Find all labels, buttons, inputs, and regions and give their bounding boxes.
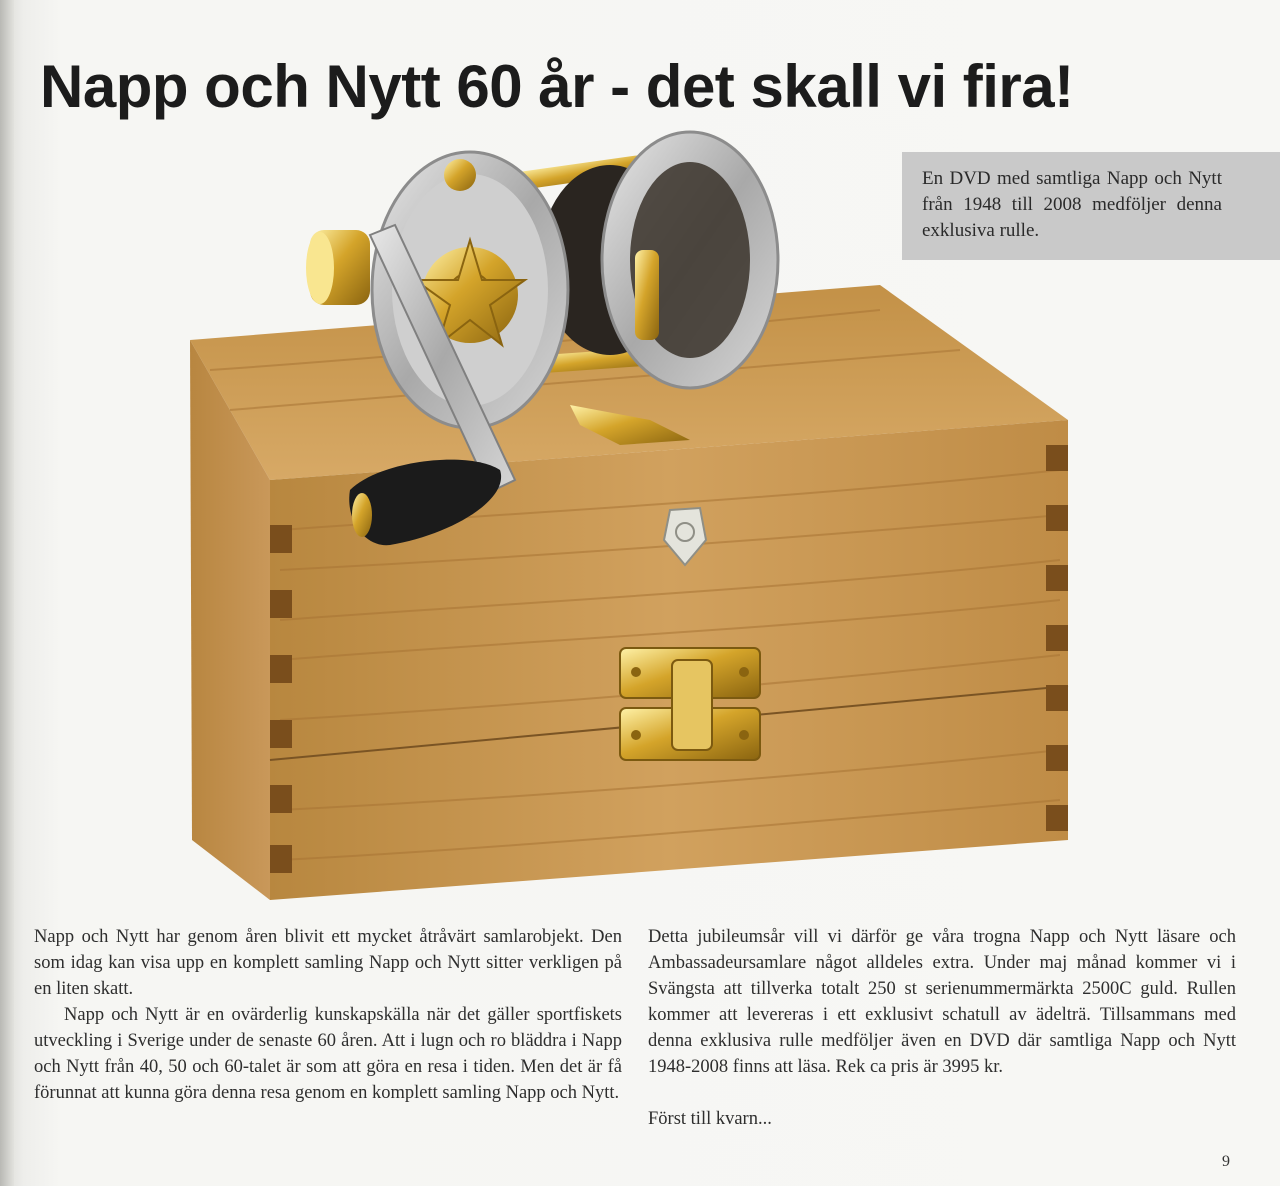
body-paragraph: Napp och Nytt har genom åren blivit ett mycket åtråvärt samlarobjekt. Den som idag kan visa upp en komplett samling Napp och Nytt sitter verkligen på en liten skatt. bbox=[34, 927, 622, 999]
caption-text: En DVD med samtliga Napp och Nytt från 1948 till 2008 medföljer denna exklusiva rulle. bbox=[922, 168, 1222, 241]
headline: Napp och Nytt 60 år - det skall vi fira! bbox=[40, 53, 1074, 120]
body-paragraph: Napp och Nytt är en ovärderlig kunskapskälla när det gäller sportfiskets utveckling i Sverige under de senaste 60 åren. Att i lugn och ro bläddra i Napp och Nytt från 40, 50 och 60-talet är som att göra en resa i tiden. Men det är få förunnat att kunna göra denna resa genom en komplett samling Napp och Nytt. bbox=[34, 1005, 622, 1103]
body-paragraph: Detta jubileumsår vill vi därför ge våra trogna Napp och Nytt läsare och Ambassadeursamlare något alldeles extra. Under maj månad kommer vi i Svängsta att tillverka totalt 250 st serienummermärkta 2500C guld. Rullen kommer att levereras i ett exklusivt schatull av ädelträ. Tillsammans med denna exklusiva rulle medföljer även en DVD där samtliga Napp och Nytt 1948-2008 finns att läsa. Rek ca pris är 3995 kr. bbox=[648, 927, 1236, 1077]
page-number: 9 bbox=[1222, 1153, 1230, 1170]
body-column-left bbox=[34, 924, 622, 1106]
closing-line: Först till kvarn... bbox=[648, 1109, 772, 1129]
page-gutter-edge bbox=[0, 0, 14, 1186]
body-column-right bbox=[648, 924, 1236, 1132]
caption-box bbox=[902, 152, 1280, 260]
paragraph-spacer bbox=[648, 1080, 1236, 1106]
